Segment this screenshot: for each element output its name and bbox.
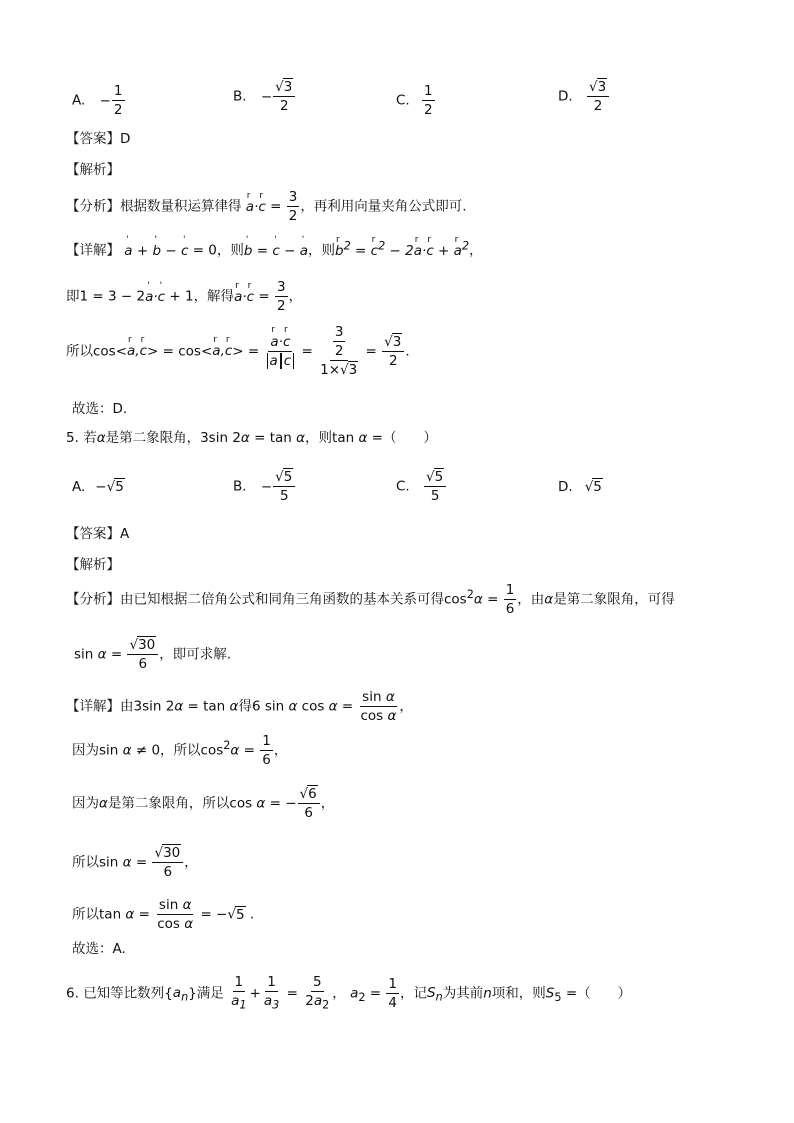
q5-option-a: A. −√5 bbox=[72, 479, 124, 495]
q4-answer: 【答案】D bbox=[66, 131, 131, 147]
q4-fenxi: 【分析】根据数量积运算律得 r a·r c = $\frac{3}{2}$ ，再利用向量夹角公式即可. bbox=[66, 190, 467, 223]
q5-detail-1: 【详解】由3sin 2α = tan α得6 sin α cos α = $\frac{\text{sin α}}{\text{cos α}}$ ， bbox=[66, 689, 413, 725]
q4-detail-line3: 所以cos<r a,r c> = cos<r a,r c> = r $\frac{\text{a·r c}}{\text{a c}}$ = $\frac{\frac{3}{2}}{1\times√3}$ = $\frac{√3}{2}$ . bbox=[66, 325, 410, 378]
q4-option-d: D. $\frac{√3}{2}$ bbox=[558, 80, 610, 113]
q4-detail-line2: 即1 = 3 − 2' a·' c + 1，解得r a·r c = $\frac{3}{2}$ ， bbox=[66, 280, 302, 313]
q4-option-b: B. − $\frac{√3}{2}$ bbox=[233, 80, 296, 113]
q5-option-d: D. √5 bbox=[558, 479, 602, 495]
q5-fenxi-line2: sin α = $\frac{√30}{6}$ ，即可求解. bbox=[74, 637, 232, 673]
q4-conclusion: 故选：D. bbox=[72, 401, 128, 417]
q5-stem: 5. 若α是第二象限角，3sin 2α = tan α，则tan α =（ ） bbox=[66, 430, 437, 446]
q6-stem: 6. 已知等比数列$\{a_n\}$满足 $\frac{1}{a_1}$ + $\frac{1}{a_3}$ = $\frac{5}{2a_2}$ ， $a_2$ = $\frac{1}{4}$ ，记$S_n$为其前n项和，则$S_5$ =（ ） bbox=[66, 974, 632, 1012]
q5-answer: 【答案】A bbox=[66, 526, 130, 542]
q5-detail-5: 所以tan α = $\frac{\text{sin α}}{\text{cos α}}$ = −√5 . bbox=[72, 897, 255, 933]
q4-option-a: A. − $\frac{1}{2}$ bbox=[72, 83, 123, 119]
q5-conclusion: 故选：A. bbox=[72, 941, 126, 957]
q4-detail-line1: 【详解】 ' a + ' b − ' c = 0，则' b = ' c − ' a，则r $b^2 = r$ $c^2 - 2r$ a·r c + r $a^2$， bbox=[66, 240, 483, 258]
q5-detail-4: 所以sin α = $\frac{√30}{6}$ ， bbox=[72, 845, 198, 881]
q5-option-c: C. $\frac{√5}{5}$ bbox=[396, 470, 447, 503]
q5-detail-2: 因为sin α ≠ 0，所以$\cos^2\alpha$ = $\frac{1}{6}$ ， bbox=[72, 733, 288, 769]
q4-analysis-tag: 【解析】 bbox=[66, 162, 120, 178]
q5-analysis-tag: 【解析】 bbox=[66, 557, 120, 573]
q4-option-c: C. $\frac{1}{2}$ bbox=[396, 83, 433, 119]
q5-detail-3: 因为α是第二象限角，所以cos α = − $\frac{√6}{6}$ ， bbox=[72, 786, 335, 822]
q5-option-b: B. − $\frac{√5}{5}$ bbox=[233, 470, 296, 503]
q5-fenxi-line1: 【分析】由已知根据二倍角公式和同角三角函数的基本关系可得$\cos^2\alpha$ = $\frac{1}{6}$ ，由α是第二象限角，可得 bbox=[66, 582, 675, 618]
